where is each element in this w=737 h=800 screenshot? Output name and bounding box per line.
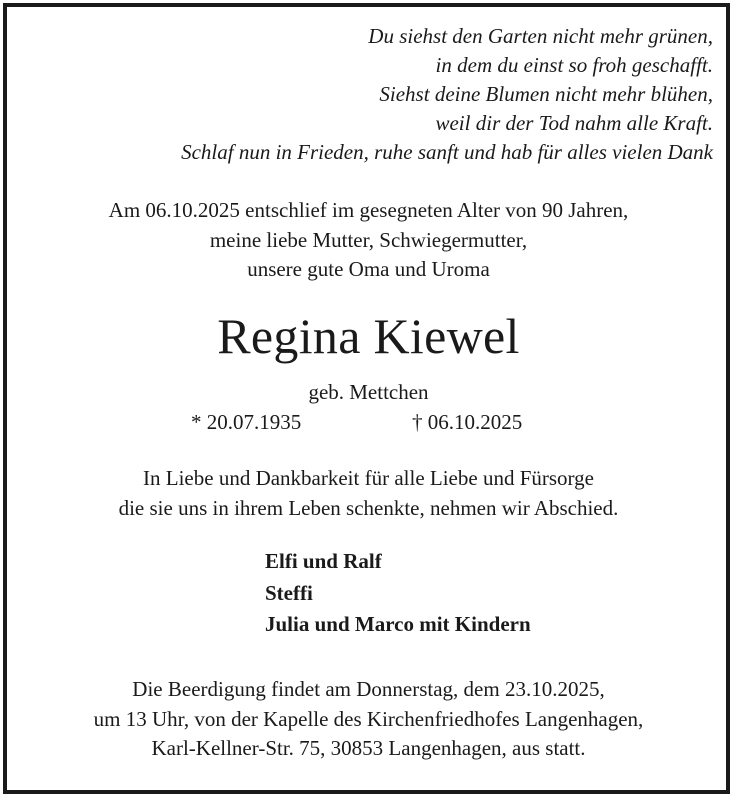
maiden-name: geb. Mettchen bbox=[308, 380, 429, 404]
funeral-line: um 13 Uhr, von der Kapelle des Kirchenfriedhofes Langenhagen, bbox=[93, 706, 644, 731]
mourner-name: Steffi bbox=[265, 580, 313, 605]
funeral-details bbox=[0, 675, 737, 764]
announcement-line: Am 06.10.2025 entschlief im gesegneten Alter von 90 Jahren, bbox=[108, 198, 629, 222]
poem-line: Du siehst den Garten nicht mehr grünen, bbox=[368, 24, 713, 48]
poem bbox=[181, 22, 713, 167]
thanks-line: die sie uns in ihrem Leben schenkte, nehmen wir Abschied. bbox=[118, 495, 619, 520]
mourner-name: Julia und Marco mit Kindern bbox=[265, 612, 531, 636]
mourner-name: Elfi und Ralf bbox=[265, 549, 382, 573]
mourners-list bbox=[265, 546, 531, 641]
announcement-line: meine liebe Mutter, Schwiegermutter, bbox=[209, 227, 528, 252]
birth-date: * 20.07.1935 bbox=[191, 410, 302, 434]
thanks-line: In Liebe und Dankbarkeit für alle Liebe und Fürsorge bbox=[143, 466, 594, 490]
thanks-text bbox=[0, 464, 737, 523]
announcement bbox=[0, 196, 737, 285]
poem-line: Schlaf nun in Frieden, ruhe sanft und hab für alles vielen Dank bbox=[181, 140, 713, 164]
poem-line: in dem du einst so froh geschafft. bbox=[435, 53, 713, 77]
funeral-line: Die Beerdigung findet am Donnerstag, dem 23.10.2025, bbox=[132, 677, 605, 701]
announcement-line: unsere gute Oma und Uroma bbox=[247, 257, 490, 281]
poem-line: weil dir der Tod nahm alle Kraft. bbox=[435, 111, 713, 135]
deceased-name: Regina Kiewel bbox=[217, 308, 520, 364]
death-date: † 06.10.2025 bbox=[412, 410, 523, 434]
funeral-line: Karl-Kellner-Str. 75, 30853 Langenhagen, aus statt. bbox=[151, 736, 586, 760]
poem-line: Siehst deine Blumen nicht mehr blühen, bbox=[379, 82, 713, 106]
